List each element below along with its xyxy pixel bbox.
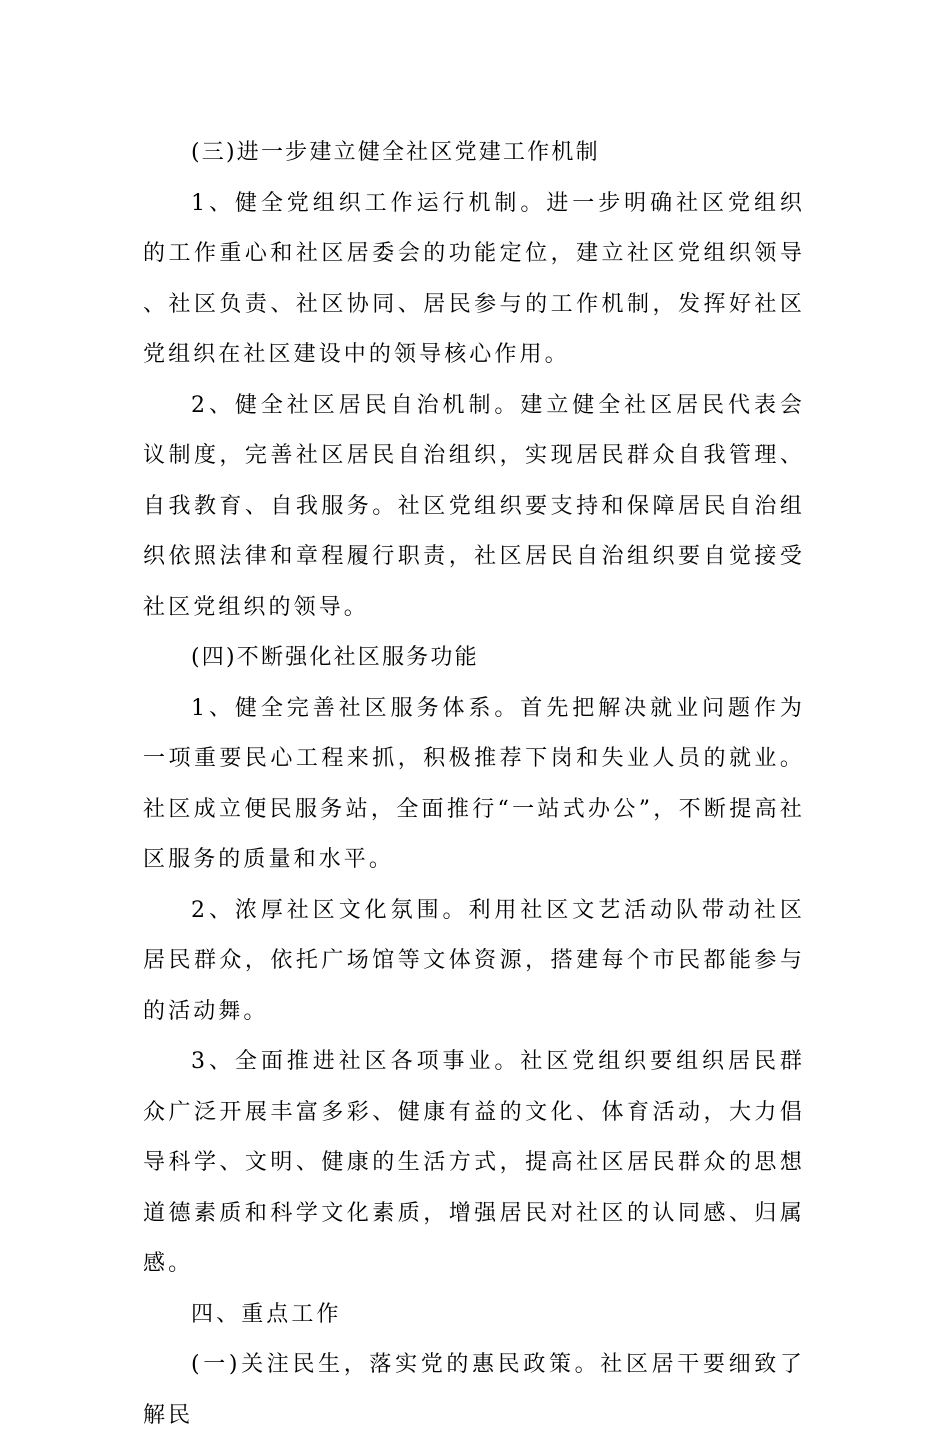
paragraph-culture: 2、浓厚社区文化氛围。利用社区文艺活动队带动社区居民群众，依托广场馆等文体资源，搭建每个市民都能参与的活动舞。 xyxy=(143,897,805,1024)
section-heading-key-work: 四、重点工作 xyxy=(191,1301,342,1327)
document-body xyxy=(143,128,805,1441)
paragraph-service-system: 1、健全完善社区服务体系。首先把解决就业问题作为一项重要民心工程来抓，积极推荐下岗和失业人员的就业。社区成立便民服务站，全面推行“一站式办公”，不断提高社区服务的质量和水平。 xyxy=(143,695,805,872)
paragraph-livelihood: (一)关注民生，落实党的惠民政策。社区居干要细致了解民 xyxy=(143,1352,805,1428)
paragraph-resident-autonomy: 2、健全社区居民自治机制。建立健全社区居民代表会议制度，完善社区居民自治组织，实现居民群众自我管理、自我教育、自我服务。社区党组织要支持和保障居民自治组织依照法律和章程履行职责，社区居民自治组织要自觉接受社区党组织的领导。 xyxy=(143,392,805,620)
section-heading-4: (四)不断强化社区服务功能 xyxy=(191,645,479,670)
section-heading-3: (三)进一步建立健全社区党建工作机制 xyxy=(191,140,600,165)
paragraph-party-org-mechanism: 1、健全党组织工作运行机制。进一步明确社区党组织的工作重心和社区居委会的功能定位，建立社区党组织领导、社区负责、社区协同、居民参与的工作机制，发挥好社区党组织在社区建设中的领导核心作用。 xyxy=(143,190,805,367)
paragraph-community-affairs: 3、全面推进社区各项事业。社区党组织要组织居民群众广泛开展丰富多彩、健康有益的文化、体育活动，大力倡导科学、文明、健康的生活方式，提高社区居民群众的思想道德素质和科学文化素质，增强居民对社区的认同感、归属感。 xyxy=(143,1049,805,1276)
